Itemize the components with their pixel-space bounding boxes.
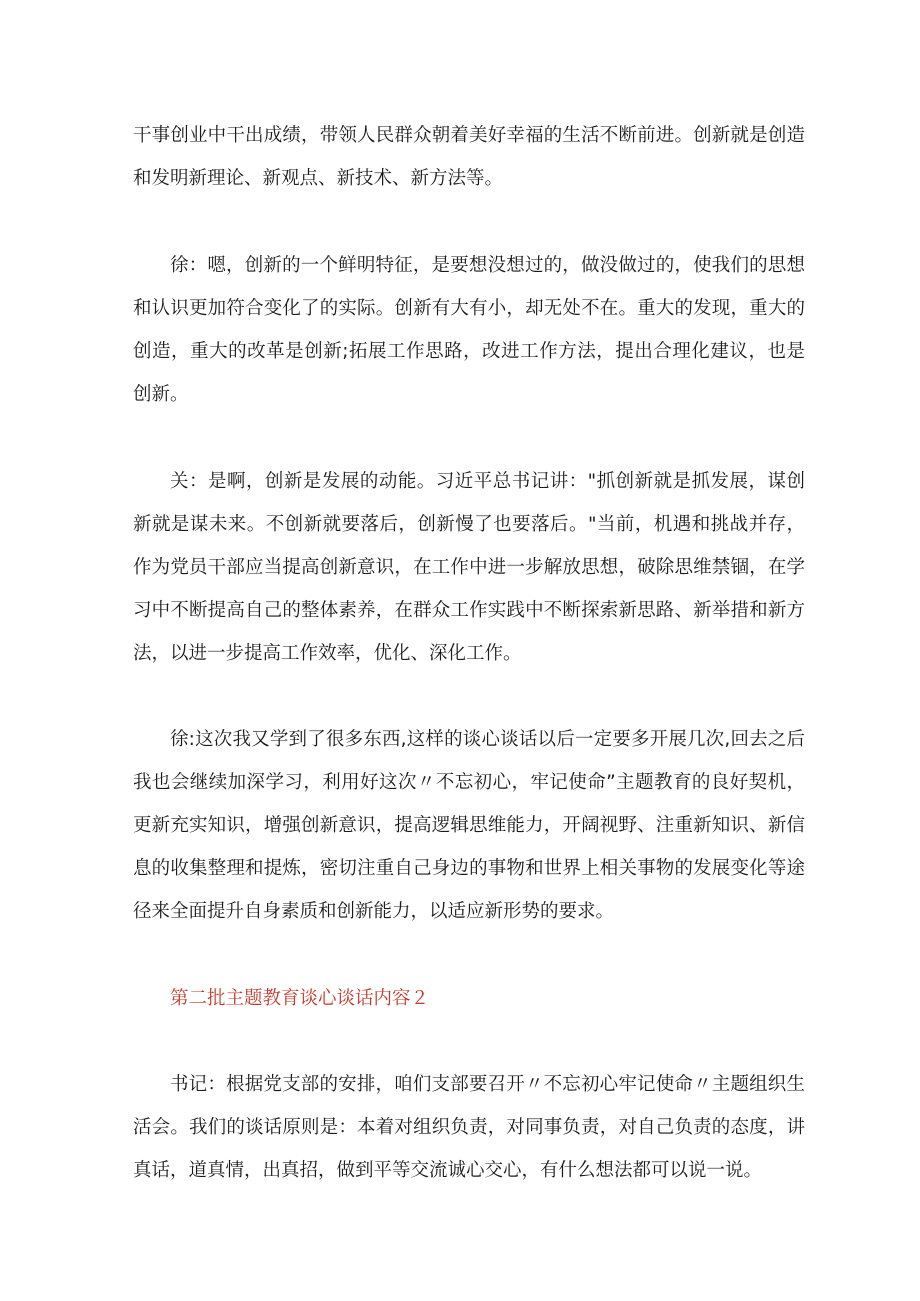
paragraph-xu-response-2: 徐:这次我又学到了很多东西,这样的谈心谈话以后一定要多开展几次,回去之后我也会继续加深学习，利用好这次〃不忘初心，牢记使命”主题教育的良好契机，更新充实知识，增强创新意识，提高逻辑思维能力，开阔视野、注重新知识、新信息的收集整理和提炼，密切注重自己身边的事物和世界上相关事物的发展变化等途径来全面提升自身素质和创新能力，以适应新形势的要求。 <box>133 729 805 922</box>
paragraph-xu-response-1: 徐：嗯，创新的一个鲜明特征，是要想没想过的，做没做过的，使我们的思想和认识更加符合变化了的实际。创新有大有小，却无处不在。重大的发现，重大的创造，重大的改革是创新;拓展工作思路，改进工作方法，提出合理化建议，也是创新。 <box>133 255 805 405</box>
paragraph-secretary-opening: 书记：根据党支部的安排，咱们支部要召开〃不忘初心牢记使命〃主题组织生活会。我们的谈话原则是：本着对组织负责，对同事负责，对自己负责的态度，讲真话，道真情，出真招，做到平等交流诚心交心，有什么想法都可以说一说。 <box>133 1074 805 1181</box>
paragraph-guan-response: 关：是啊，创新是发展的动能。习近平总书记讲："抓创新就是抓发展，谋创新就是谋未来。不创新就要落后，创新慢了也要落后。"当前，机遇和挑战并存，作为党员干部应当提高创新意识，在工作中进一步解放思想，破除思维禁锢，在学习中不断提高自己的整体素养，在群众工作实践中不断探索新思路、新举措和新方法，以进一步提高工作效率，优化、深化工作。 <box>133 471 805 664</box>
paragraph-continuation: 干事创业中干出成绩，带领人民群众朝着美好幸福的生活不断前进。创新就是创造和发明新理论、新观点、新技术、新方法等。 <box>133 125 805 189</box>
section-heading: 第二批主题教育谈心谈话内容２ <box>170 988 430 1009</box>
